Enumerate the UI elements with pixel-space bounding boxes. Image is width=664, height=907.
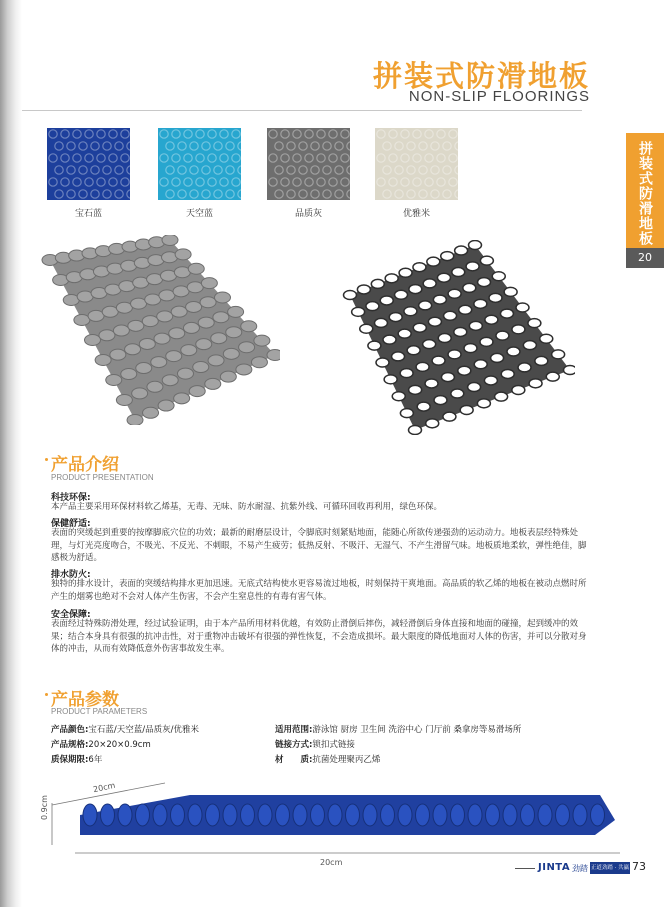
brand-slogan: 正道劲踏 · 共赢天下 [590,862,630,874]
dimension-depth-label: 20cm [92,780,117,795]
param-scope: 适用范围:游泳馆 厨房 卫生间 洗浴中心 门厅前 桑拿房等易滑场所 [275,725,522,735]
params-title: 产品参数 [51,690,119,710]
intro-title: 产品介绍 [51,455,119,475]
header-divider [22,110,582,111]
swatch-elegant-beige [375,128,458,200]
intro-heading-safety: 安全保障: [51,610,91,620]
param-connection: 链接方式:锁扣式链接 [275,740,355,750]
grey-tile-top-image [40,235,280,425]
section-marker [45,458,48,461]
chapter-tab-number: 20 [626,248,664,268]
page-subtitle: NON-SLIP FLOORINGS [408,88,590,105]
chapter-tab [626,133,664,268]
swatch-label-sky-blue: 天空蓝 [185,209,213,219]
intro-text-eco: 本产品主要采用环保材料软乙烯基，无毒、无味、防水耐湿、抗紫外线、可循环回收再利用，绿色环保。 [51,502,443,512]
swatch-label-quality-grey: 品质灰 [294,209,322,219]
intro-text-comfort: 表面的突缓起到重要的按摩脚底穴位的功效；最新的耐磨层设计，令脚底时刻紧贴地面，能随心所欲传递强劲的运动动力。地板表层经特殊处理，与灯光亮度吻合，不吸光、不反光、不刺眼，不易产生疲劳；低热反射、不吸汗、无湿气、不产生滑留气味。地板质地柔软，弹性绝佳，脚感极为舒适。 [51,528,587,563]
dimension-height-label: 0.9cm [40,795,49,820]
params-subtitle: PRODUCT PARAMETERS [51,707,148,716]
brand-logo-cn: 劲踏 [572,864,588,873]
param-size: 产品规格:20×20×0.9cm [51,740,151,750]
page-number: 73 [632,860,646,873]
swatch-quality-grey [267,128,350,200]
dimension-width-label: 20cm [320,858,343,867]
intro-text-drainage: 独特的排水设计，表面的突缓结构排水更加迅速。无底式结构使水更容易流过地板，时刻保持干爽地面。高品质的软乙烯的地板在被动点燃时所产生的烟雾也绝对不会对人体产生伤害，不会产生窒息性的有毒有害气体。 [51,579,587,602]
footer-rule [515,868,535,869]
intro-heading-comfort: 保健舒适: [51,519,91,529]
intro-heading-eco: 科技环保: [51,493,91,503]
swatch-sky-blue [158,128,241,200]
intro-text-safety: 表面经过特殊防滑处理，经过试验证明，由于本产品所用材料优越，有效防止滑倒后摔伤，减轻滑倒后身体直接和地面的碰撞，起到缓冲的效果；结合本身具有很强的抗冲击性，对于重物冲击破坏有很强的弹性恢复，不会造成损坏。最大限度的降低地面对人体的伤害，并可以分散对身体的冲击，从而有效降低意外伤害事故发生率。 [51,619,587,654]
swatch-label-gem-blue: 宝石蓝 [74,209,102,219]
swatch-gem-blue [47,128,130,200]
param-material: 材 质:抗菌处理聚丙乙烯 [275,755,381,765]
intro-subtitle: PRODUCT PRESENTATION [51,473,154,482]
chapter-tab-label: 拼装式防滑地板 [637,141,653,246]
swatch-label-elegant-beige: 优雅米 [402,209,430,219]
dimension-diagram [40,775,630,870]
grey-tile-bottom-image [330,240,575,435]
page-title: 拼装式防滑地板 [372,59,590,93]
page-binding-shadow [0,0,22,907]
intro-heading-drainage: 排水防火: [51,570,91,580]
param-color: 产品颜色:宝石蓝/天空蓝/品质灰/优雅米 [51,725,199,735]
brand-logo: JINTA [538,862,571,873]
param-warranty: 质保期限:6年 [51,755,103,765]
section-marker [45,693,48,696]
